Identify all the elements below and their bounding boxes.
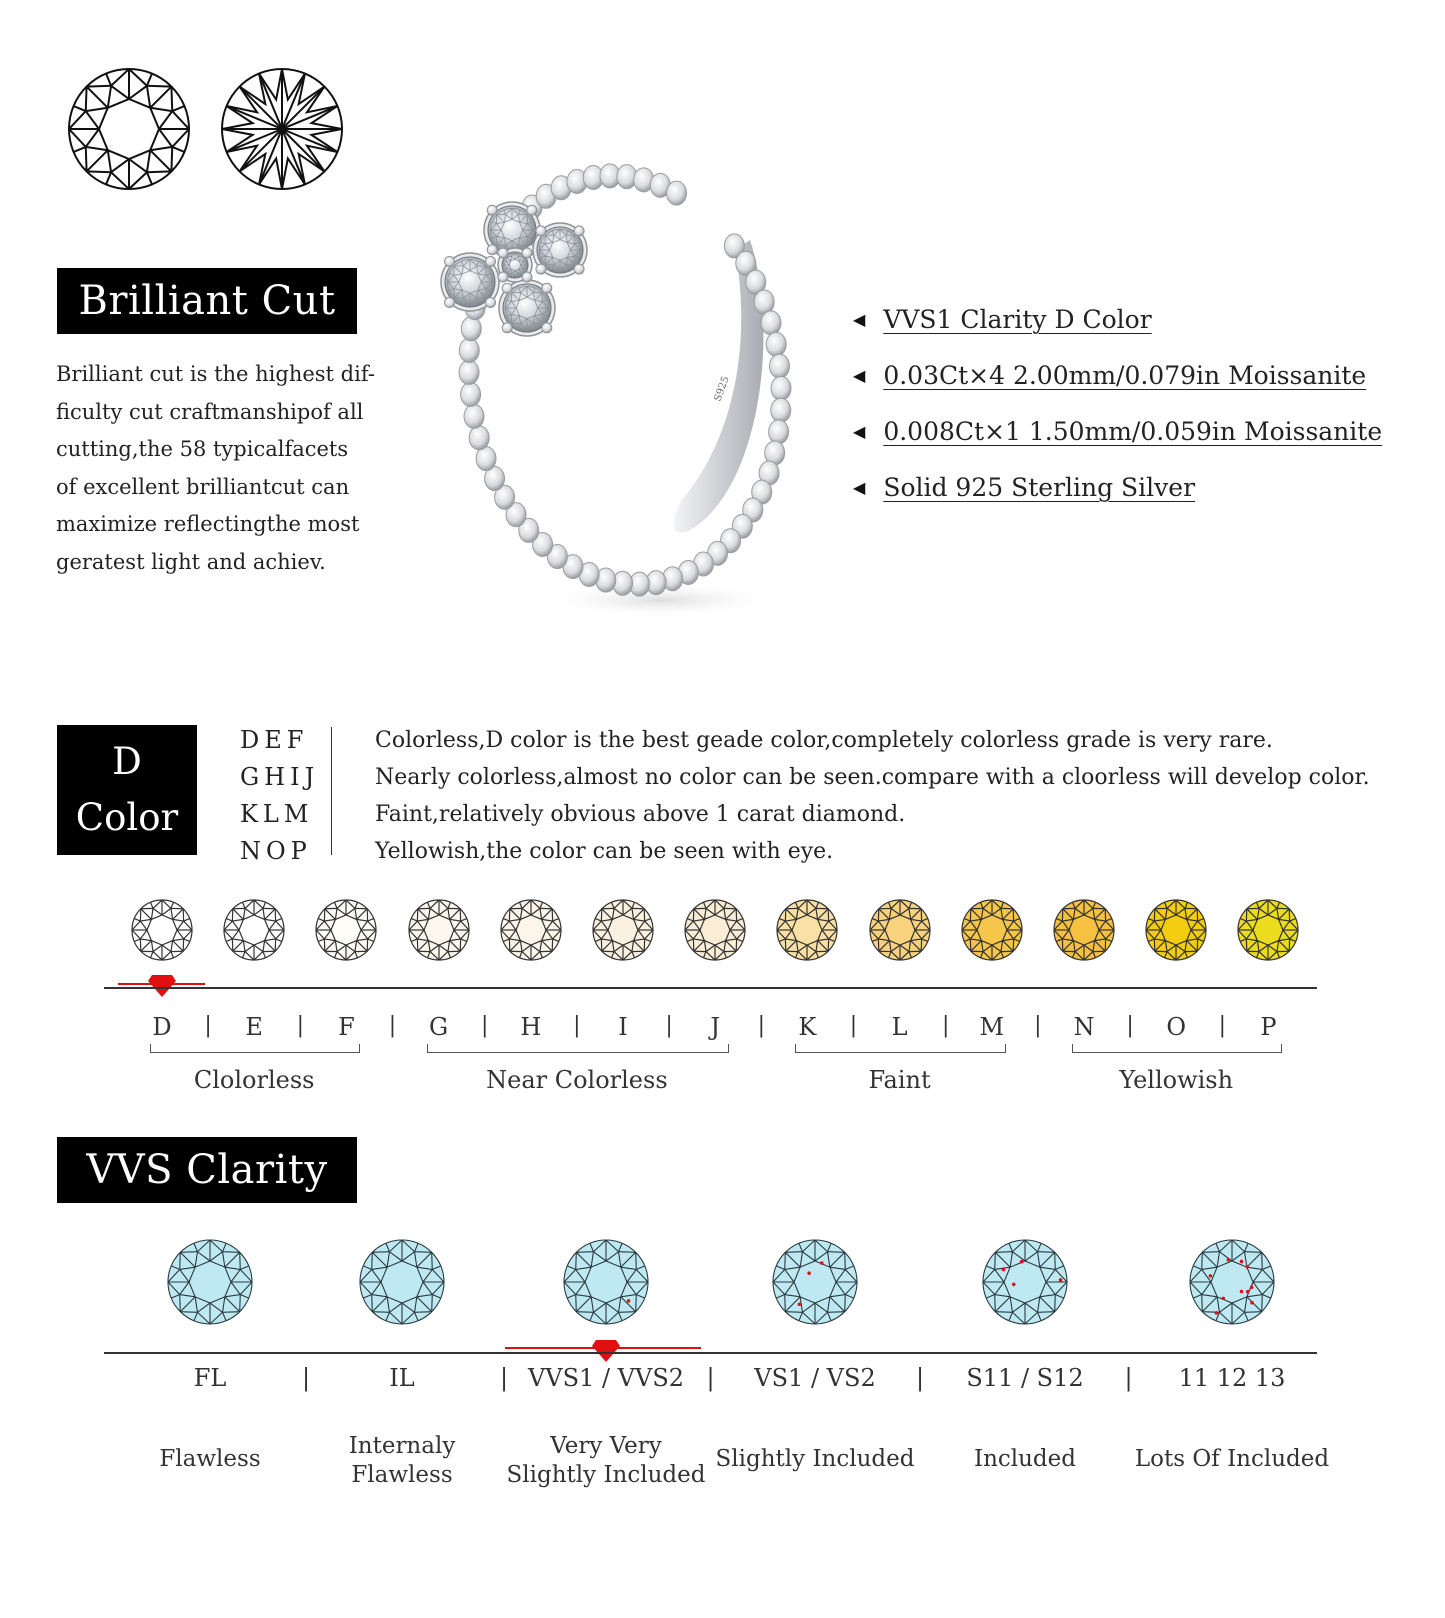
ring-stamp: S925: [712, 374, 732, 404]
separator: |: [915, 1364, 925, 1392]
color-group-bracket: [795, 1044, 1005, 1053]
separator: |: [849, 1013, 858, 1038]
color-grade-list: [240, 722, 319, 870]
color-grade-gem-icon: [1144, 898, 1208, 962]
separator: |: [665, 1013, 673, 1038]
clarity-label: Lots Of Included: [1134, 1446, 1330, 1472]
clarity-code: IL: [389, 1364, 415, 1392]
ring-bead: [766, 332, 786, 356]
color-scale-letter: I: [618, 1013, 628, 1041]
triangle-left-icon: ◀: [853, 365, 866, 385]
inclusion-dot: [1222, 1297, 1226, 1301]
triangle-left-icon: ◀: [853, 477, 866, 497]
inclusion-dot: [1215, 1311, 1219, 1315]
separator: |: [1034, 1013, 1042, 1038]
color-grade-gem-icon: [314, 898, 378, 962]
separator: |: [1124, 1364, 1133, 1392]
moissanite-stone: [441, 253, 499, 311]
clarity-label: Internaly Flawless: [348, 1433, 456, 1488]
color-grade-descriptions: [375, 722, 1370, 870]
color-scale-letter: F: [338, 1013, 355, 1041]
inclusion-dot: [1240, 1260, 1244, 1264]
ring-bead: [469, 426, 489, 450]
color-grade: KLM: [240, 800, 314, 828]
color-grade-gem-icon: [591, 898, 655, 962]
color-grade-gem-icon: [683, 898, 747, 962]
clarity-selected-line: [505, 1347, 701, 1349]
inclusion-dot: [1059, 1278, 1063, 1282]
inclusion-dot: [1227, 1258, 1231, 1262]
clarity-label: Flawless: [159, 1446, 261, 1472]
separator: |: [204, 1013, 212, 1038]
color-selected-line: [118, 983, 205, 985]
color-grade-description: Colorless,D color is the best geade color,completely colorless grade is very rare.: [375, 728, 1273, 753]
color-group-bracket: [150, 1044, 360, 1053]
separator: |: [941, 1013, 950, 1038]
color-grade-gem-icon: [775, 898, 839, 962]
clarity-gem-icon: [981, 1238, 1069, 1326]
inclusion-dot: [1012, 1283, 1016, 1287]
color-grade-gem-icon: [868, 898, 932, 962]
color-grade-gem-icon: [1236, 898, 1300, 962]
moissanite-stone: [533, 223, 587, 277]
clarity-code: VS1 / VS2: [754, 1364, 876, 1392]
vvs-clarity-title: VVS Clarity: [57, 1137, 357, 1203]
spec-item: [853, 459, 1382, 515]
spec-list: [853, 291, 1382, 515]
moissanite-stone: [498, 248, 532, 282]
description-line: of excellent brilliantcut can: [56, 474, 350, 499]
ring-bead: [459, 360, 479, 384]
clarity-code: S11 / S12: [966, 1364, 1084, 1392]
color-scale-letter: G: [429, 1013, 449, 1041]
color-group-label: Near Colorless: [486, 1066, 668, 1094]
clarity-code: VVS1 / VVS2: [527, 1364, 685, 1392]
ring-bead: [464, 404, 484, 428]
clarity-gem-icon: [358, 1238, 446, 1326]
clarity-gem-icon: [166, 1238, 254, 1326]
d-color-box-line1: D: [112, 740, 142, 783]
clarity-label: Included: [973, 1446, 1076, 1472]
color-grade-gem-icon: [130, 898, 194, 962]
description-line: Brilliant cut is the highest dif-: [56, 362, 375, 386]
d-color-box: [57, 725, 197, 855]
separator: |: [296, 1013, 304, 1038]
spec-item: [853, 347, 1382, 403]
ring-bead: [459, 338, 479, 362]
separator: |: [1126, 1013, 1134, 1038]
description-line: cutting,the 58 typicalfacets: [56, 437, 349, 461]
brilliant-cut-description: [56, 356, 386, 581]
clarity-label: Slightly Included: [715, 1446, 915, 1472]
color-grade: NOP: [240, 837, 312, 865]
separator: |: [1218, 1013, 1226, 1038]
description-line: ficulty cut craftmanshipof all: [56, 399, 364, 424]
spec-item: [853, 291, 1382, 347]
inclusion-dot: [1002, 1268, 1006, 1272]
separator: |: [706, 1364, 715, 1392]
color-scale-letter: M: [979, 1013, 1005, 1041]
inclusion-dot: [627, 1299, 631, 1303]
description-line: maximize reflectingthe most: [56, 512, 360, 536]
color-scale-letter: E: [245, 1013, 263, 1041]
color-grade-description: Nearly colorless,almost no color can be seen.compare with a cloorless will develop color.: [375, 765, 1370, 790]
inclusion-dot: [820, 1261, 824, 1265]
color-group-bracket: [1072, 1044, 1282, 1053]
color-scale-letter: D: [152, 1013, 172, 1041]
color-group-bracket: [427, 1044, 730, 1053]
ring-bead: [761, 311, 781, 335]
color-group-label: Yellowish: [1119, 1066, 1234, 1094]
separator: |: [757, 1013, 765, 1038]
spec-text: 0.03Ct×4 2.00mm/0.079in Moissanite: [883, 360, 1367, 390]
clarity-gem-icon: [1188, 1238, 1276, 1326]
spec-text: VVS1 Clarity D Color: [883, 304, 1152, 334]
clarity-code: FL: [193, 1364, 227, 1392]
clarity-scale-line: [104, 1352, 1317, 1354]
ring-bead: [769, 420, 789, 444]
triangle-left-icon: ◀: [853, 421, 866, 441]
selected-marker-icon: [148, 975, 176, 997]
inclusion-dot: [1250, 1301, 1254, 1305]
separator: |: [480, 1013, 489, 1038]
color-grade-gem-icon: [407, 898, 471, 962]
d-color-box-line2: Color: [75, 796, 179, 839]
color-grade-description: Faint,relatively obvious above 1 carat diamond.: [375, 802, 906, 827]
color-grade: DEF: [240, 726, 309, 754]
ring-bead: [771, 376, 791, 400]
color-scale-letter: N: [1073, 1013, 1095, 1041]
inclusion-dot: [1246, 1290, 1250, 1294]
color-grade-gem-icon: [1052, 898, 1116, 962]
divider: [331, 727, 332, 855]
cut-top-view-icon: [66, 66, 192, 192]
moissanite-stone: [499, 280, 555, 336]
color-scale-letter: L: [891, 1013, 908, 1041]
inclusion-dot: [1245, 1265, 1249, 1269]
clarity-code: 11 12 13: [1178, 1364, 1286, 1392]
cut-bottom-view-icon: [219, 66, 345, 192]
inclusion-dot: [1240, 1290, 1244, 1294]
ring-bead: [667, 181, 687, 205]
spec-item: [853, 403, 1382, 459]
color-scale-letter: J: [710, 1013, 720, 1041]
color-grade-description: Yellowish,the color can be seen with eye.: [375, 839, 834, 864]
color-scale-letter: K: [798, 1013, 817, 1041]
inclusion-dot: [807, 1271, 811, 1275]
ring-bead: [771, 398, 791, 422]
spec-text: 0.008Ct×1 1.50mm/0.059in Moissanite: [883, 416, 1383, 446]
spec-text: Solid 925 Sterling Silver: [883, 472, 1196, 502]
clarity-gem-icon: [771, 1238, 859, 1326]
color-scale-letter: P: [1260, 1013, 1277, 1041]
color-grade-gem-icon: [499, 898, 563, 962]
ring-bead: [769, 354, 789, 378]
selected-marker-icon: [591, 1340, 621, 1362]
separator: |: [573, 1013, 581, 1038]
color-scale-letter: O: [1166, 1013, 1187, 1041]
clarity-gem-icon: [562, 1238, 650, 1326]
description-line: geratest light and achiev.: [56, 549, 326, 574]
separator: |: [388, 1013, 397, 1038]
separator: |: [499, 1364, 509, 1392]
inclusion-dot: [1209, 1274, 1213, 1278]
inclusion-dot: [1250, 1285, 1254, 1289]
inclusion-dot: [1020, 1260, 1024, 1264]
triangle-left-icon: ◀: [853, 309, 866, 329]
color-grade: GHIJ: [240, 763, 320, 791]
color-group-label: Faint: [868, 1066, 931, 1094]
color-group-label: Clolorless: [193, 1066, 315, 1094]
inclusion-dot: [798, 1302, 802, 1306]
ring-bead: [461, 382, 481, 406]
ring-bead: [461, 317, 481, 341]
color-grade-gem-icon: [960, 898, 1024, 962]
ring-image: [420, 130, 820, 630]
color-grade-gem-icon: [222, 898, 286, 962]
clarity-label: Very Very Slightly Included: [506, 1433, 706, 1488]
separator: |: [301, 1364, 311, 1392]
brilliant-cut-title: Brilliant Cut: [57, 268, 357, 334]
color-scale-line: [104, 987, 1317, 989]
color-scale-letter: H: [520, 1013, 542, 1041]
